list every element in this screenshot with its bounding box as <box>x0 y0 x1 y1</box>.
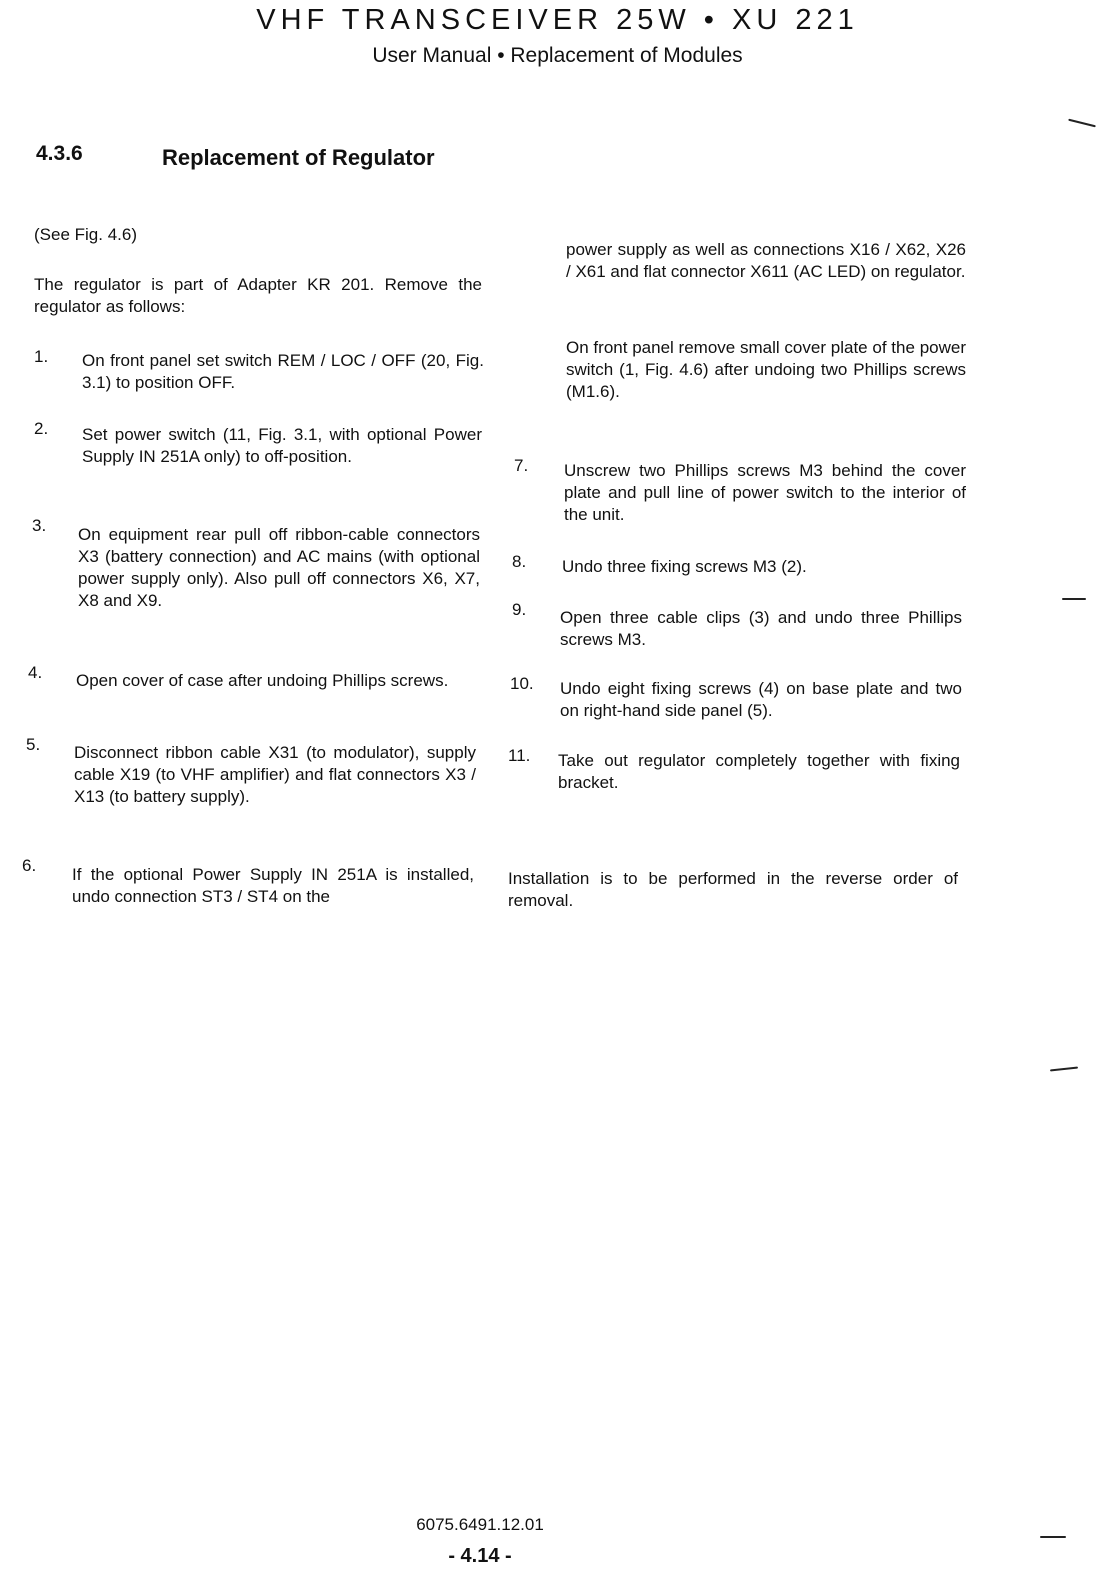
step-number: 2. <box>34 419 49 438</box>
step-text: Open cover of case after undoing Phillips screws. <box>76 671 449 690</box>
document-code: 6075.6491.12.01 <box>416 1515 544 1534</box>
scan-mark <box>1040 1536 1066 1538</box>
step-number: 7. <box>514 456 529 475</box>
cover-plate-paragraph: On front panel remove small cover plate of the power switch (1, Fig. 4.6) after undoing two Phillips screws (M1.6). <box>566 338 966 401</box>
step-number: 9. <box>512 600 527 619</box>
continuation-paragraph: power supply as well as connections X16 / X62, X26 / X61 and flat connector X611 (AC LED) on regulator. <box>566 240 966 281</box>
step-text: Set power switch (11, Fig. 3.1, with optional Power Supply IN 251A only) to off-position. <box>82 425 482 466</box>
step-text: Take out regulator completely together with fixing bracket. <box>558 751 960 792</box>
step-number: 1. <box>34 347 49 366</box>
see-figure-note: (See Fig. 4.6) <box>34 225 137 244</box>
document-header-title: VHF TRANSCEIVER 25W • XU 221 <box>256 4 859 36</box>
intro-paragraph: The regulator is part of Adapter KR 201. Remove the regulator as follows: <box>34 275 482 316</box>
step-number: 5. <box>26 735 41 754</box>
step-text: On front panel set switch REM / LOC / OFF (20, Fig. 3.1) to position OFF. <box>82 351 484 392</box>
step-text: If the optional Power Supply IN 251A is installed, undo connection ST3 / ST4 on the <box>72 865 474 906</box>
step-text: Open three cable clips (3) and undo three Phillips screws M3. <box>560 608 962 649</box>
step-number: 6. <box>22 856 37 875</box>
step-text: Undo eight fixing screws (4) on base plate and two on right-hand side panel (5). <box>560 679 962 720</box>
scan-mark <box>1068 119 1096 128</box>
step-number: 4. <box>28 663 43 682</box>
scan-mark <box>1050 1067 1078 1072</box>
document-header-subtitle: User Manual • Replacement of Modules <box>372 44 743 67</box>
step-text: Unscrew two Phillips screws M3 behind the cover plate and pull line of power switch to the interior of the unit. <box>564 461 966 524</box>
step-number: 10. <box>510 674 534 693</box>
scan-mark <box>1062 598 1086 600</box>
closing-paragraph: Installation is to be performed in the reverse order of removal. <box>508 869 958 910</box>
section-number: 4.3.6 <box>36 142 83 165</box>
step-number: 3. <box>32 516 47 535</box>
step-text: On equipment rear pull off ribbon-cable connectors X3 (battery connection) and AC mains (with optional power supply only). Also pull off connectors X6, X7, X8 and X9. <box>78 525 480 610</box>
step-number: 8. <box>512 552 527 571</box>
step-number: 11. <box>508 746 531 765</box>
page-number: - 4.14 - <box>448 1545 512 1567</box>
step-text: Disconnect ribbon cable X31 (to modulator), supply cable X19 (to VHF amplifier) and flat connectors X3 / X13 (to battery supply). <box>74 743 476 806</box>
step-text: Undo three fixing screws M3 (2). <box>562 557 807 576</box>
section-title: Replacement of Regulator <box>162 145 435 170</box>
